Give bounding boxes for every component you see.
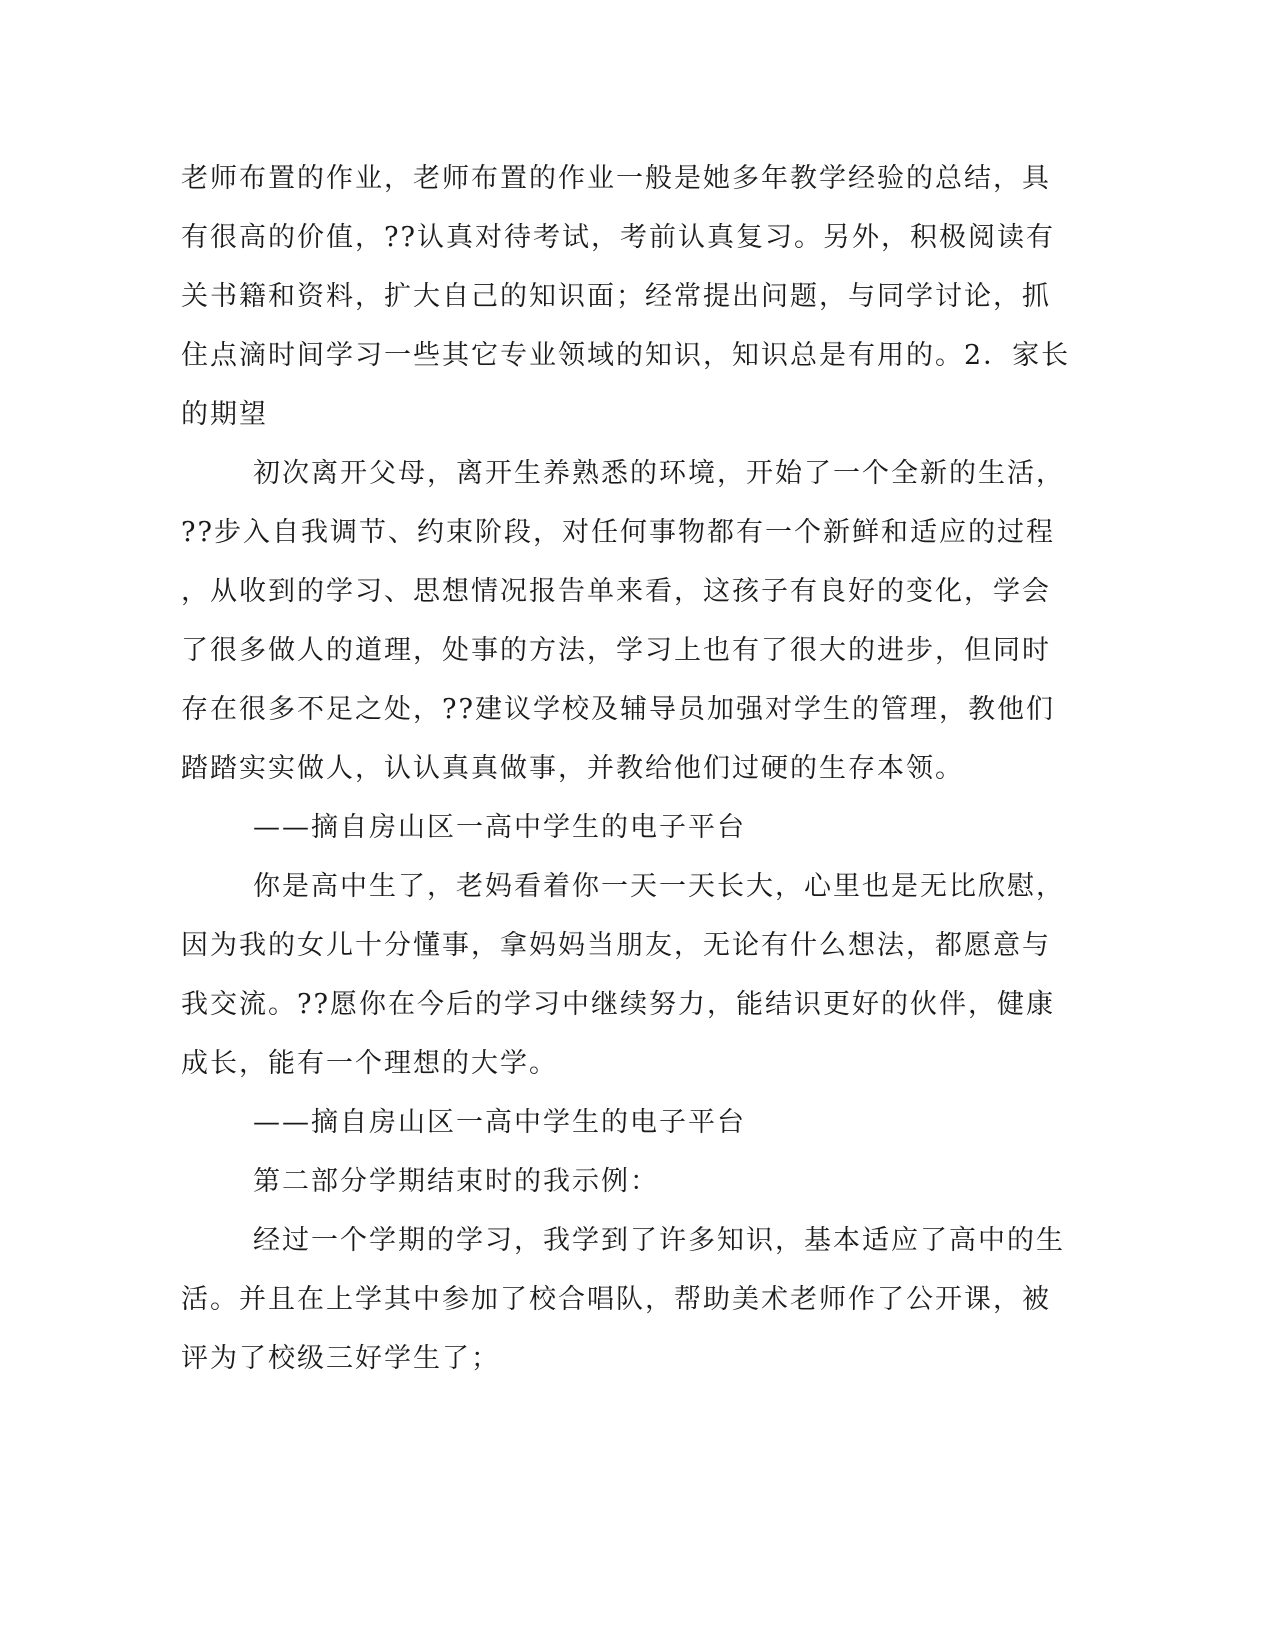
text-line: 老师布置的作业，老师布置的作业一般是她多年教学经验的总结，具 bbox=[181, 163, 1051, 194]
text-line: ??步入自我调节、约束阶段，对任何事物都有一个新鲜和适应的过程 bbox=[181, 517, 1055, 548]
text-line: 关书籍和资料，扩大自己的知识面；经常提出问题，与同学讨论，抓 bbox=[181, 281, 1051, 312]
text-line: 初次离开父母，离开生养熟悉的环境，开始了一个全新的生活， bbox=[253, 458, 1065, 489]
text-line: 我交流。??愿你在今后的学习中继续努力，能结识更好的伙伴，健康 bbox=[181, 989, 1055, 1020]
text-line: 住点滴时间学习一些其它专业领域的知识，知识总是有用的。2．家长 bbox=[181, 340, 1071, 371]
text-line: 你是高中生了，老妈看着你一天一天长大，心里也是无比欣慰， bbox=[253, 871, 1065, 902]
text-line: 经过一个学期的学习，我学到了许多知识，基本适应了高中的生 bbox=[253, 1225, 1065, 1256]
section-heading: 第二部分学期结束时的我示例： bbox=[253, 1166, 659, 1197]
text-line: ，从收到的学习、思想情况报告单来看，这孩子有良好的变化，学会 bbox=[181, 576, 1051, 607]
text-line: 存在很多不足之处，??建议学校及辅导员加强对学生的管理，教他们 bbox=[181, 694, 1055, 725]
text-line: 踏踏实实做人，认认真真做事，并教给他们过硬的生存本领。 bbox=[181, 753, 964, 784]
text-line: 活。并且在上学其中参加了校合唱队，帮助美术老师作了公开课，被 bbox=[181, 1284, 1051, 1315]
source-attribution: ——摘自房山区一高中学生的电子平台 bbox=[253, 812, 746, 843]
text-line: 评为了校级三好学生了； bbox=[181, 1343, 500, 1374]
text-line: 有很高的价值，??认真对待考试，考前认真复习。另外，积极阅读有 bbox=[181, 222, 1055, 253]
text-line: 因为我的女儿十分懂事，拿妈妈当朋友，无论有什么想法，都愿意与 bbox=[181, 930, 1051, 961]
text-line: 的期望 bbox=[181, 399, 268, 430]
source-attribution: ——摘自房山区一高中学生的电子平台 bbox=[253, 1107, 746, 1138]
text-line: 了很多做人的道理，处事的方法，学习上也有了很大的进步，但同时 bbox=[181, 635, 1051, 666]
text-line: 成长，能有一个理想的大学。 bbox=[181, 1048, 558, 1079]
